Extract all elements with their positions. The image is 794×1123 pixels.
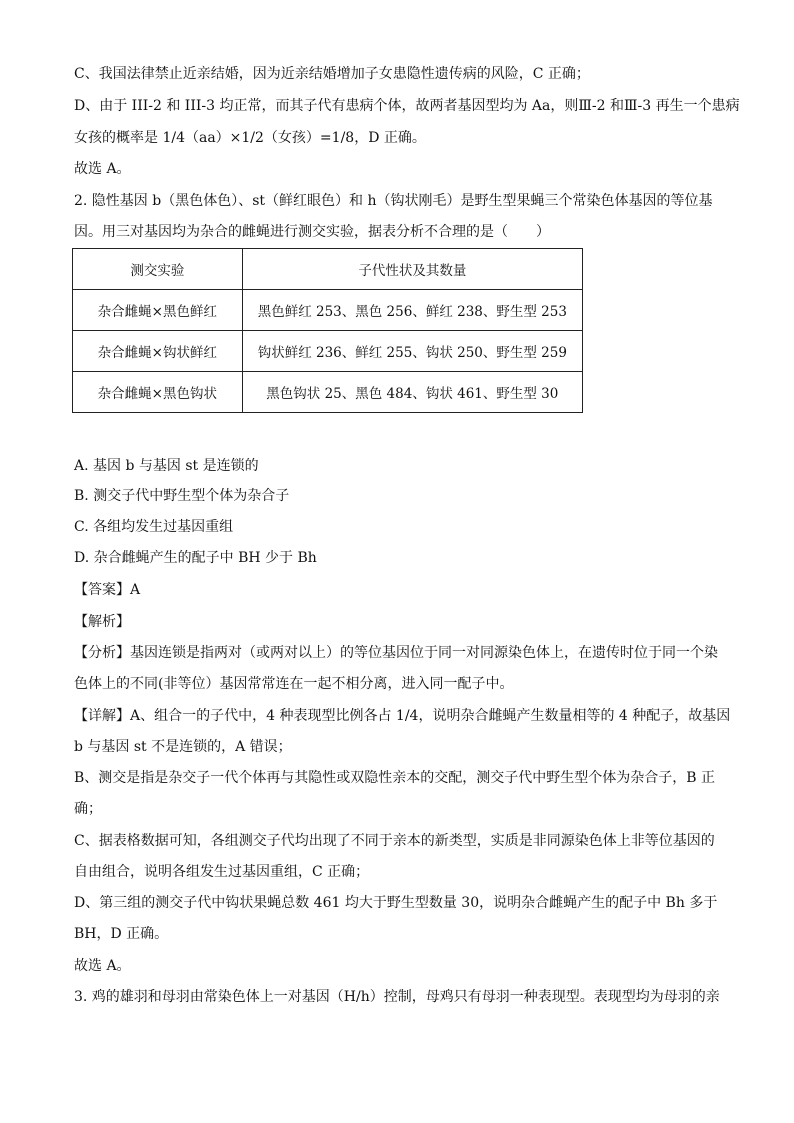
question-3-stem: 3. 鸡的雄羽和母羽由常染色体上一对基因（H/h）控制，母鸡只有母羽一种表现型。表现型均为母羽的亲: [74, 989, 720, 1005]
table-row: [73, 331, 583, 372]
table-cell: 杂合雌蝇×钩状鲜红: [73, 331, 243, 372]
table-row: [73, 290, 583, 331]
option-c: C. 各组均发生过基因重组: [74, 519, 234, 535]
analysis-label: 【解析】: [74, 614, 130, 630]
text-line: D、第三组的测交子代中钩状果蝇总数 461 均大于野生型数量 30，说明杂合雌蝇产生的配子中 Bh 多于: [74, 895, 718, 911]
table-row: [73, 372, 583, 413]
text-line: 【分析】基因连锁是指两对（或两对以上）的等位基因位于同一对同源染色体上，在遗传时位于同一个染: [74, 645, 718, 661]
text-line: 【详解】A、组合一的子代中，4 种表现型比例各占 1/4，说明杂合雌蝇产生数量相等的 4 种配子，故基因: [74, 708, 731, 724]
table-cell: 黑色钩状 25、黑色 484、钩状 461、野生型 30: [242, 372, 582, 413]
table-header-cell: 测交实验: [73, 249, 243, 290]
text-line: D、由于 III-2 和 III-3 均正常，而其子代有患病个体，故两者基因型均为 Aa，则Ⅲ-2 和Ⅲ-3 再生一个患病: [74, 98, 740, 114]
question-2-stem: 2. 隐性基因 b（黑色体色）、st（鲜红眼色）和 h（钩状刚毛）是野生型果蝇三个常染色体基因的等位基: [74, 193, 713, 209]
text-line: 故选 A。: [74, 958, 131, 974]
option-b: B. 测交子代中野生型个体为杂合子: [74, 488, 290, 504]
testcross-table: [72, 248, 583, 413]
table-cell: 杂合雌蝇×黑色鲜红: [73, 290, 243, 331]
option-d: D. 杂合雌蝇产生的配子中 BH 少于 Bh: [74, 550, 317, 566]
text-line: 自由组合，说明各组发生过基因重组，C 正确；: [74, 864, 370, 880]
table-cell: 钩状鲜红 236、鲜红 255、钩状 250、野生型 259: [242, 331, 582, 372]
table-header-row: [73, 249, 583, 290]
text-line: 故选 A。: [74, 161, 131, 177]
text-line: C、我国法律禁止近亲结婚，因为近亲结婚增加子女患隐性遗传病的风险，C 正确；: [74, 66, 590, 82]
answer-label: 【答案】A: [74, 582, 141, 598]
text-line: B、测交是指是杂交子一代个体再与其隐性或双隐性亲本的交配，测交子代中野生型个体为杂合子，B 正: [74, 770, 716, 786]
text-line: 色体上的不同(非等位）基因常常连在一起不相分离，进入同一配子中。: [74, 676, 514, 692]
table-cell: 杂合雌蝇×黑色钩状: [73, 372, 243, 413]
text-line: 确；: [74, 801, 102, 817]
option-a: A. 基因 b 与基因 st 是连锁的: [74, 458, 259, 474]
table-header-cell: 子代性状及其数量: [242, 249, 582, 290]
text-line: b 与基因 st 不是连锁的，A 错误；: [74, 739, 292, 755]
table-cell: 黑色鲜红 253、黑色 256、鲜红 238、野生型 253: [242, 290, 582, 331]
text-line: 女孩的概率是 1/4（aa）×1/2（女孩）=1/8，D 正确。: [74, 130, 426, 146]
text-line: C、据表格数据可知，各组测交子代均出现了不同于亲本的新类型，实质是非同源染色体上非等位基因的: [74, 833, 715, 849]
question-2-stem: 因。用三对基因均为杂合的雌蝇进行测交实验，据表分析不合理的是（ ）: [74, 224, 550, 240]
text-line: BH，D 正确。: [74, 926, 169, 942]
